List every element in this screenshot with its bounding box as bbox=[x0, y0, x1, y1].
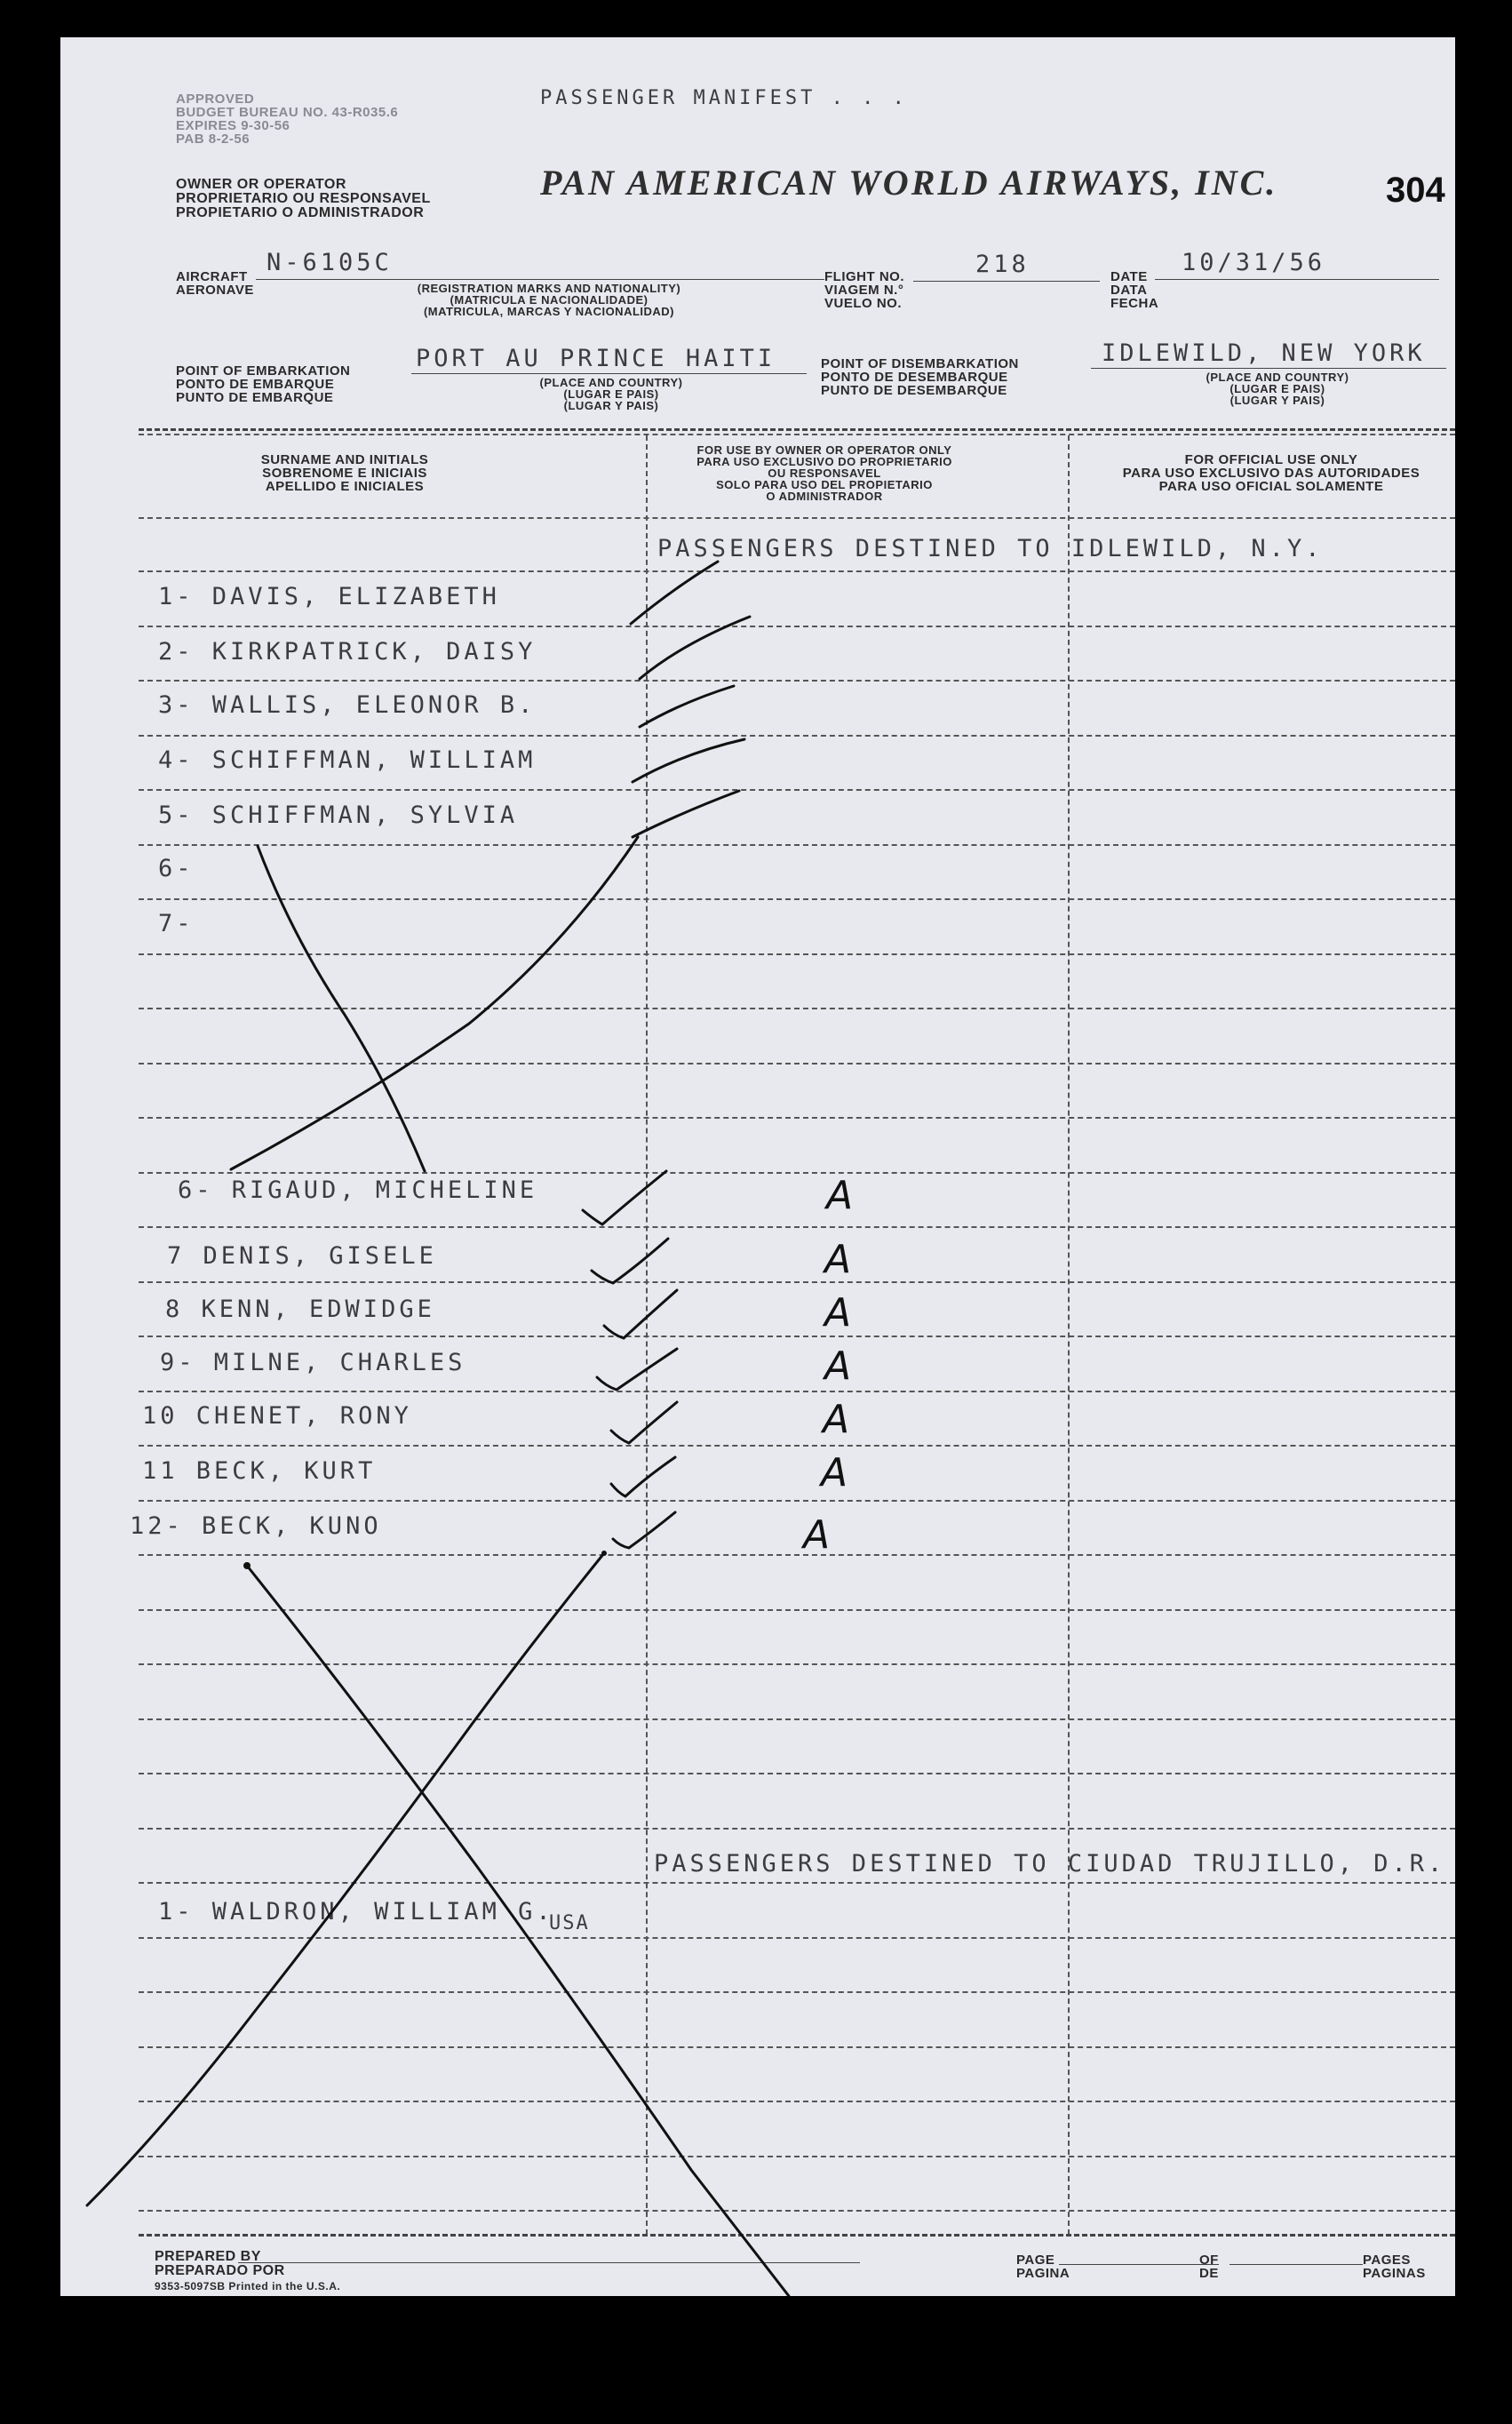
official-mark: A bbox=[824, 1344, 852, 1389]
disembarkation-caption: (PLACE AND COUNTRY) (LUGAR E PAIS) (LUGAR Y PAIS) bbox=[1206, 371, 1349, 407]
form-approval-line: BUDGET BUREAU NO. 43-R035.6 bbox=[176, 105, 399, 120]
list-item: 5- SCHIFFMAN, SYLVIA bbox=[158, 801, 519, 829]
column-header-official: FOR OFFICIAL USE ONLY PARA USO EXCLUSIVO DAS AUTORIDADES PARA USO OFICIAL SOLAMENTE bbox=[1122, 452, 1420, 494]
list-item: 11 BECK, KURT bbox=[142, 1457, 377, 1485]
check-mark bbox=[583, 1171, 666, 1224]
print-note: 9353-5097SB Printed in the U.S.A. bbox=[155, 2280, 341, 2292]
ink-dot bbox=[243, 1562, 251, 1569]
list-item: 7- bbox=[158, 910, 195, 937]
disembarkation-label: POINT OF DISEMBARKATION PONTO DE DESEMBARQUE PUNTO DE DESEMBARQUE bbox=[821, 356, 1019, 398]
list-item: 8 KENN, EDWIDGE bbox=[165, 1296, 435, 1323]
list-item: 7 DENIS, GISELE bbox=[167, 1242, 437, 1270]
manifest-sheet bbox=[60, 37, 1455, 2296]
page-label: PAGE PAGINA bbox=[1016, 2253, 1070, 2281]
date-label: DATE DATA FECHA bbox=[1110, 269, 1159, 311]
check-mark bbox=[640, 686, 734, 727]
check-mark bbox=[633, 739, 744, 782]
page-number: 304 bbox=[1386, 171, 1445, 210]
list-item: 1- DAVIS, ELIZABETH bbox=[158, 583, 500, 610]
aircraft-caption: (REGISTRATION MARKS AND NATIONALITY) (MATRICULA E NACIONALIDADE) (MATRICULA, MARCAS Y NACIONALIDAD) bbox=[417, 282, 681, 318]
embarkation-label: POINT OF EMBARKATION PONTO DE EMBARQUE PUNTO DE EMBARQUE bbox=[176, 363, 351, 405]
list-item: 4- SCHIFFMAN, WILLIAM bbox=[158, 746, 537, 774]
handwritten-marks bbox=[60, 37, 1455, 2296]
form-approval-line: PAB 8-2-56 bbox=[176, 132, 251, 147]
column-header-operator: FOR USE BY OWNER OR OPERATOR ONLY PARA USO EXCLUSIVO DO PROPRIETARIO OU RESPONSAVEL SOLO PARA USO DEL PROPIETARIO O ADMINISTRADOR bbox=[696, 443, 952, 503]
list-item: 3- WALLIS, ELEONOR B. bbox=[158, 691, 537, 719]
list-item: 2- KIRKPATRICK, DAISY bbox=[158, 638, 537, 666]
cross-out-line bbox=[87, 1553, 604, 2205]
form-approval-line: APPROVED bbox=[176, 92, 255, 107]
check-mark bbox=[592, 1239, 668, 1283]
official-mark: A bbox=[826, 1173, 854, 1218]
flight-label: FLIGHT NO. VIAGEM N.° VUELO NO. bbox=[824, 269, 904, 311]
form-approval-line: EXPIRES 9-30-56 bbox=[176, 118, 290, 133]
check-mark bbox=[611, 1402, 677, 1443]
ink-dot bbox=[601, 1551, 607, 1556]
list-item: 9- MILNE, CHARLES bbox=[160, 1349, 466, 1376]
check-mark bbox=[631, 562, 718, 624]
date-value: 10/31/56 bbox=[1182, 249, 1326, 276]
check-mark bbox=[613, 1512, 675, 1548]
official-mark: A bbox=[824, 1290, 852, 1336]
cross-out-line bbox=[258, 846, 425, 1171]
faint-form-heading: PASSENGER MANIFEST . . . bbox=[540, 87, 908, 109]
official-mark: A bbox=[821, 1450, 848, 1495]
prepared-label: PREPARED BY PREPARADO POR bbox=[155, 2249, 285, 2278]
list-item: 6- RIGAUD, MICHELINE bbox=[178, 1176, 538, 1204]
check-mark bbox=[604, 1290, 677, 1338]
pages-label: PAGES PAGINAS bbox=[1363, 2253, 1426, 2281]
aircraft-label: AIRCRAFT AERONAVE bbox=[176, 269, 254, 298]
flight-value: 218 bbox=[975, 251, 1030, 278]
official-mark: A bbox=[823, 1397, 850, 1442]
column-header-names: SURNAME AND INITIALS SOBRENOME E INICIAIS APELLIDO E INICIALES bbox=[260, 452, 429, 494]
nationality-note: USA bbox=[549, 1912, 590, 1934]
disembarkation-value: IDLEWILD, NEW YORK bbox=[1102, 339, 1426, 367]
cross-out-line bbox=[231, 837, 638, 1169]
check-mark bbox=[633, 791, 739, 837]
section-heading: PASSENGERS DESTINED TO IDLEWILD, N.Y. bbox=[657, 535, 1324, 562]
company-name: PAN AMERICAN WORLD AIRWAYS, INC. bbox=[540, 163, 1278, 203]
of-label: OF DE bbox=[1199, 2253, 1219, 2281]
official-mark: A bbox=[824, 1237, 852, 1282]
list-item: 1- WALDRON, WILLIAM G. bbox=[158, 1898, 554, 1926]
check-mark bbox=[611, 1457, 675, 1496]
list-item: 10 CHENET, RONY bbox=[142, 1402, 412, 1430]
section-heading: PASSENGERS DESTINED TO CIUDAD TRUJILLO, D.R. bbox=[654, 1850, 1446, 1878]
embarkation-value: PORT AU PRINCE HAITI bbox=[416, 345, 776, 372]
check-mark bbox=[597, 1349, 677, 1390]
check-mark bbox=[640, 617, 750, 679]
cross-out-line bbox=[247, 1566, 789, 2296]
embarkation-caption: (PLACE AND COUNTRY) (LUGAR E PAIS) (LUGAR Y PAIS) bbox=[539, 376, 683, 412]
aircraft-value: N-6105C bbox=[267, 249, 393, 276]
list-item: 12- BECK, KUNO bbox=[130, 1512, 382, 1540]
official-mark: A bbox=[803, 1512, 831, 1558]
list-item: 6- bbox=[158, 855, 195, 882]
owner-label: OWNER OR OPERATOR PROPRIETARIO OU RESPONSAVEL PROPIETARIO O ADMINISTRADOR bbox=[176, 177, 431, 220]
